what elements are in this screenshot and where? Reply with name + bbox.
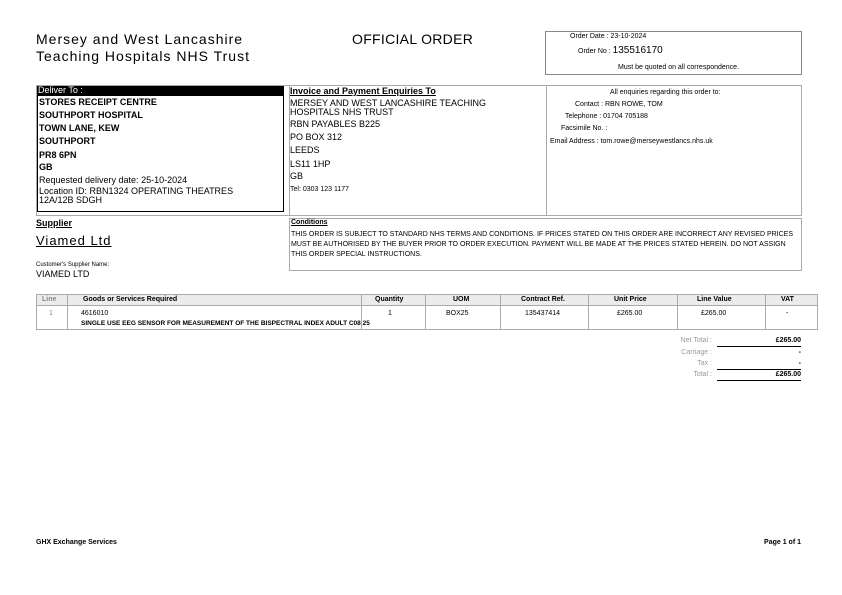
facsimile-label: Facsimile No. : [561,125,608,132]
supplier-name: Viamed Ltd [36,233,112,248]
deliver-line: TOWN LANE, KEW [39,123,120,133]
total-value: £265.00 [775,371,801,378]
footer-provider: GHX Exchange Services [36,539,117,546]
total-rule [717,380,801,381]
invoice-line: LEEDS [290,145,320,155]
tax-label: Tax : [697,360,712,367]
order-date-row [570,33,646,40]
col-header-unit-price: Unit Price [614,296,647,303]
net-total-value: £265.00 [775,337,801,344]
order-date-label: Order Date : [570,33,609,40]
net-total-label: Net Total : [680,337,712,344]
requested-delivery-date: Requested delivery date: 25-10-2024 [39,175,188,185]
row-uom: BOX25 [446,310,469,317]
location-id-cont: 12A/12B SDGH [39,195,103,205]
row-line-number: 1 [49,310,53,317]
invoice-line: HOSPITALS NHS TRUST [290,107,394,117]
customer-supplier-value: VIAMED LTD [36,269,90,279]
contact-label: Contact : [575,101,604,108]
order-lines-table [36,294,818,330]
telephone-value: 01704 705188 [603,113,648,120]
invoice-tel: Tel: 0303 123 1177 [290,186,350,193]
trust-name [36,31,250,65]
deliver-line: SOUTHPORT [39,136,96,146]
row-contract-ref: 135437414 [525,310,561,317]
deliver-line: GB [39,162,53,172]
col-header-contract-ref: Contract Ref. [521,296,565,303]
total-label: Total : [693,371,712,378]
telephone-row [565,113,648,120]
total-rule [717,369,801,370]
column-divider [588,295,589,329]
col-header-line-value: Line Value [697,296,732,303]
invoice-line: GB [290,171,304,181]
deliver-line: SOUTHPORT HOSPITAL [39,110,143,120]
row-unit-price: £265.00 [617,310,643,317]
tax-value: - [798,360,801,367]
location-id: Location ID: RBN1324 OPERATING THEATRES [39,186,234,196]
order-no-value: 135516170 [612,45,663,56]
document-title: OFFICIAL ORDER [352,31,474,47]
carriage-label: Carriage : [681,349,712,356]
carriage-value: - [798,349,801,356]
deliver-line: STORES RECEIPT CENTRE [39,97,157,107]
order-date-value: 23-10-2024 [610,33,647,40]
trust-name-line2: Teaching Hospitals NHS Trust [36,48,250,64]
order-info-box [545,31,802,75]
invoice-line: RBN PAYABLES B225 [290,119,381,129]
order-no-label: Order No : [578,48,611,55]
row-quantity: 1 [388,310,392,317]
trust-name-line1: Mersey and West Lancashire [36,31,244,47]
customer-supplier-label: Customer's Supplier Name: [36,262,110,268]
divider [546,86,547,215]
col-header-line: Line [42,296,57,303]
deliver-to-heading: Deliver To : [37,86,284,95]
invoice-line: PO BOX 312 [290,132,343,142]
order-no-row [578,45,663,56]
invoice-line: MERSEY AND WEST LANCASHIRE TEACHING [290,98,487,108]
column-divider [677,295,678,329]
col-header-vat: VAT [781,296,794,303]
page-number: Page 1 of 1 [764,539,801,546]
email-value: tom.rowe@merseywestlancs.nhs.uk [600,138,713,145]
conditions-heading: Conditions [291,219,328,226]
row-vat: - [786,310,789,317]
column-divider [425,295,426,329]
conditions-text: THIS ORDER IS SUBJECT TO STANDARD NHS TERMS AND CONDITIONS. IF PRICES STATED ON THIS ORDER ARE INCORRECT ANY REVISED PRICES MUST BE AUTHORISED BY THE BUYER PRIOR TO ORDER EXECUTION. PAYMENT WILL BE MADE AT THE PRICES STATED HEREIN. DO NOT ASSIGN THIS ORDER SPECIAL INSTRUCTIONS. [291,231,794,258]
column-divider [765,295,766,329]
invoice-line: LS11 1HP [290,159,331,169]
col-header-quantity: Quantity [375,296,404,303]
deliver-line: PR8 6PN [39,150,77,160]
contact-row [575,101,663,108]
email-label: Email Address : [550,138,599,145]
telephone-label: Telephone : [565,113,602,120]
row-description: SINGLE USE EEG SENSOR FOR MEASUREMENT OF THE BISPECTRAL INDEX ADULT C08 25 [81,320,370,327]
invoice-heading: Invoice and Payment Enquiries To [290,86,436,96]
row-line-value: £265.00 [701,310,727,317]
col-header-goods: Goods or Services Required [83,296,178,303]
column-divider [67,295,68,329]
row-product-code: 4616010 [81,310,109,317]
quote-note: Must be quoted on all correspondence. [618,64,740,71]
facsimile-row [561,125,607,132]
email-row [550,138,713,145]
column-divider [500,295,501,329]
col-header-uom: UOM [453,296,470,303]
contact-value: RBN ROWE, TOM [604,101,663,108]
supplier-heading: Supplier [36,218,73,228]
enquiries-note: All enquiries regarding this order to: [610,89,721,96]
total-rule [717,346,801,347]
